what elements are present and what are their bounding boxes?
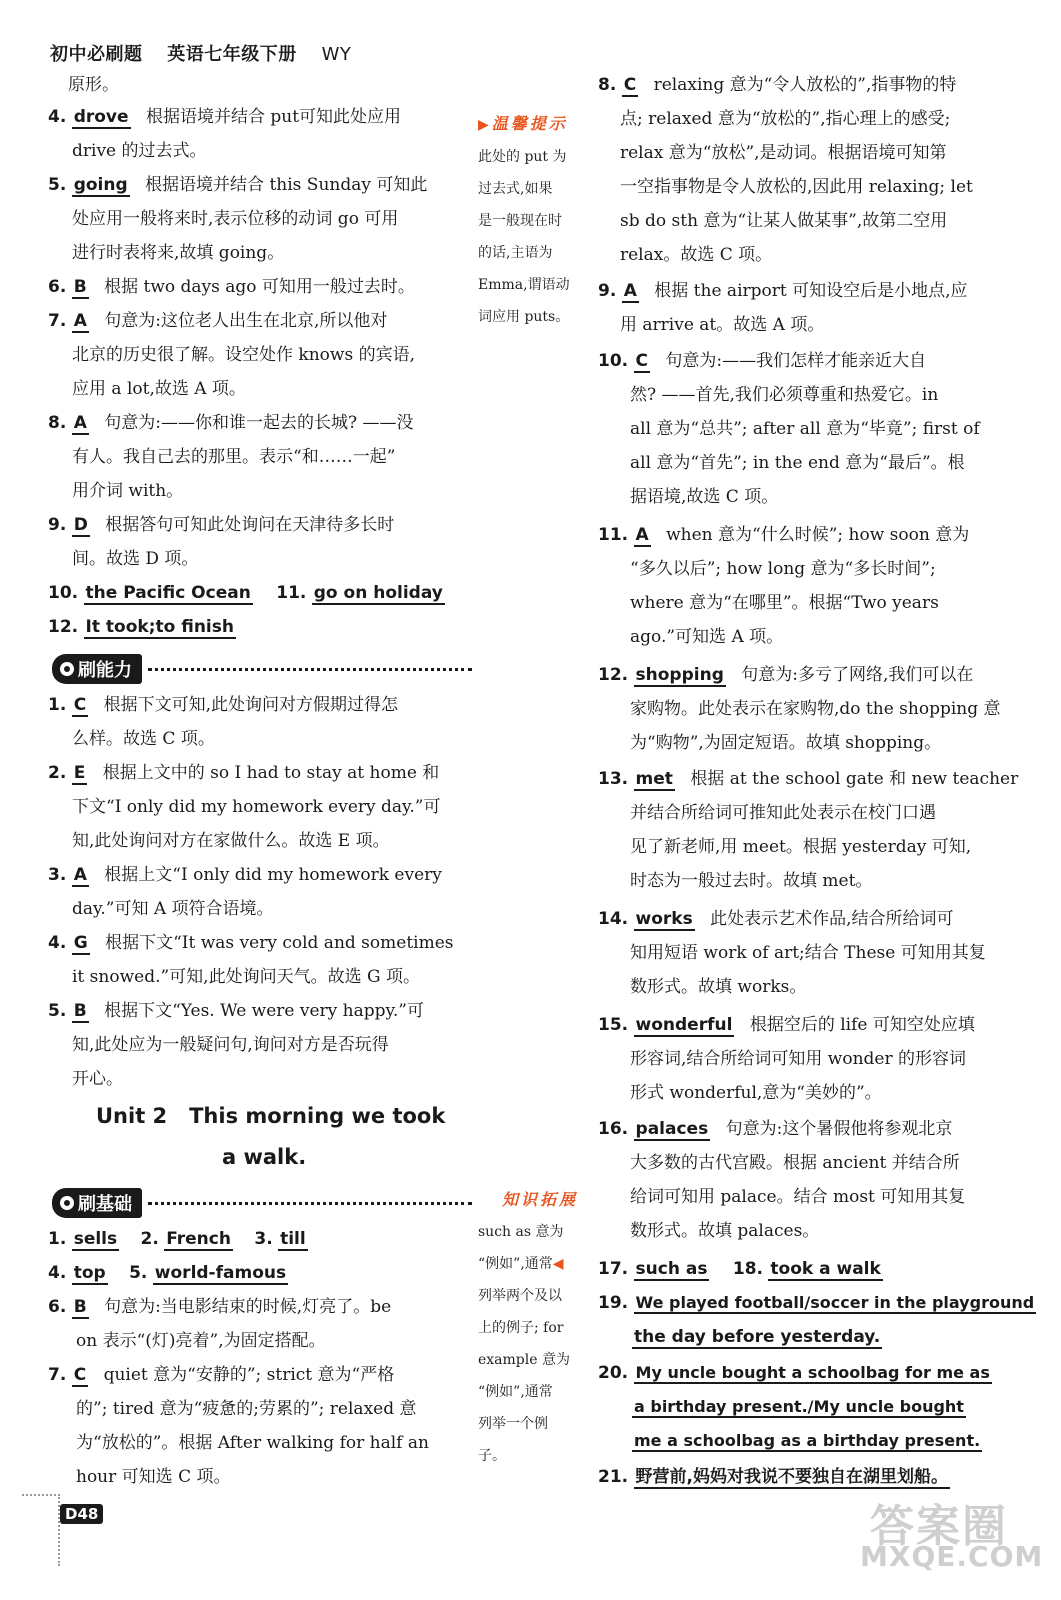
- explanation-line: 一空指事物是令人放松的,因此用 relaxing; let: [620, 177, 973, 197]
- watermark-logo: [860, 1490, 1044, 1580]
- section-header-basics: [52, 1188, 472, 1218]
- tip-line: 上的例子; for: [478, 1320, 564, 1336]
- explanation-line: 处应用一般将来时,表示位移的动词 go 可用: [72, 209, 399, 229]
- explanation-line: all 意为“首先”; in the end 意为“最后”。根: [630, 453, 965, 473]
- watermark-text: 答案圈: [870, 1501, 1008, 1552]
- continuation-text: 原形。: [68, 75, 119, 95]
- tip-line: 列举两个及以: [478, 1288, 562, 1304]
- answer-item-12r: 12. shopping 句意为:多亏了网络,我们可以在: [598, 665, 974, 685]
- watermark-url: MXQE.COM: [860, 1540, 1044, 1573]
- explanation-line: 用 arrive at。故选 A 项。: [620, 315, 825, 335]
- pen-icon: [60, 662, 74, 676]
- answer-item-10-11: 10. the Pacific Ocean 11. go on holiday: [48, 583, 443, 603]
- answer-item-7: 7. A 句意为:这位老人出生在北京,所以他对: [48, 311, 388, 331]
- explanation-line: 知,此处应为一般疑问句,询问对方是否玩得: [72, 1035, 389, 1055]
- explanation-line: 数形式。故填 palaces。: [630, 1221, 820, 1241]
- explanation-line: 的”; tired 意为“疲惫的;劳累的”; relaxed 意: [76, 1399, 417, 1419]
- answer-item-8r: 8. C relaxing 意为“令人放松的”,指事物的特: [598, 75, 957, 95]
- explanation-line: day.”可知 A 项符合语境。: [72, 899, 274, 919]
- answer-item-3: 3. A 根据上文“I only did my homework every: [48, 865, 442, 885]
- tip-line: 词应用 puts。: [478, 309, 570, 325]
- explanation-line: 有人。我自己去的那里。表示“和……一起”: [72, 447, 396, 467]
- explanation-line: 点; relaxed 意为“放松的”,指心理上的感受;: [620, 109, 951, 129]
- answer-item-12: 12. It took;to finish: [48, 617, 234, 637]
- explanation-line: relax。故选 C 项。: [620, 245, 773, 265]
- page-number: D48: [60, 1504, 103, 1524]
- answer-item-7b: 7. C quiet 意为“安静的”; strict 意为“严格: [48, 1365, 395, 1385]
- explanation-line: 用介词 with。: [72, 481, 184, 501]
- answer-item-6: 6. B 根据 two days ago 可知用一般过去时。: [48, 277, 415, 297]
- answer-item-4: 4. drove 根据语境并结合 put可知此处应用: [48, 107, 402, 127]
- explanation-line: drive 的过去式。: [72, 141, 207, 161]
- explanation-line: it snowed.”可知,此处询问天气。故选 G 项。: [72, 967, 420, 987]
- section-badge: 刷能力: [52, 654, 142, 684]
- answer-item-9r: 9. A 根据 the airport 可知设空后是小地点,应: [598, 281, 968, 301]
- explanation-line: 家购物。此处表示在家购物,do the shopping 意: [630, 699, 1001, 719]
- explanation-line: 为“购物”,为固定短语。故填 shopping。: [630, 733, 942, 753]
- tip-line: 是一般现在时: [478, 213, 562, 229]
- edition-label: WY: [321, 44, 352, 65]
- explanation-line: 北京的历史很了解。设空处作 knows 的宾语,: [72, 345, 415, 365]
- explanation-line: 形式 wonderful,意为“美妙的”。: [630, 1083, 882, 1103]
- explanation-line: 么样。故选 C 项。: [72, 729, 215, 749]
- explanation-line: 时态为一般过去时。故填 met。: [630, 871, 873, 891]
- dotted-divider: [148, 1201, 472, 1205]
- answer-item-14r: 14. works 此处表示艺术作品,结合所给词可: [598, 909, 954, 929]
- explanation-line: 知,此处询问对方在家做什么。故选 E 项。: [72, 831, 390, 851]
- answer-item-16r: 16. palaces 句意为:这个暑假他将参观北京: [598, 1119, 953, 1139]
- tip-title: 温馨提示: [491, 114, 568, 133]
- answer-continuation: the day before yesterday.: [634, 1327, 881, 1347]
- unit-title-cont: a walk.: [222, 1145, 307, 1169]
- answer-row-basics-1: 1. sells 2. French 3. till: [48, 1229, 306, 1249]
- explanation-line: 然? ——首先,我们必须尊重和热爱它。in: [630, 385, 939, 405]
- answer-row-basics-2: 4. top 5. world-famous: [48, 1263, 287, 1283]
- answer-item-1: 1. C 根据下文可知,此处询问对方假期过得怎: [48, 695, 398, 715]
- tip-line: such as 意为: [478, 1224, 564, 1240]
- section-badge: 刷基础: [52, 1188, 142, 1218]
- answer-item-13r: 13. met 根据 at the school gate 和 new teacher: [598, 769, 1019, 789]
- answer-continuation: a birthday present./My uncle bought: [634, 1397, 964, 1416]
- tip-line: example 意为: [478, 1352, 570, 1368]
- tip-line: “例如”,通常: [478, 1256, 553, 1272]
- answer-item-11r: 11. A when 意为“什么时候”; how soon 意为: [598, 525, 970, 545]
- answer-item-6b: 6. B 句意为:当电影结束的时候,灯亮了。be: [48, 1297, 392, 1317]
- answer-item-5b: 5. B 根据下文“Yes. We were very happy.”可: [48, 1001, 424, 1021]
- answer-item-9: 9. D 根据答句可知此处询问在天津待多长时: [48, 515, 395, 535]
- explanation-line: 进行时表将来,故填 going。: [72, 243, 285, 263]
- answer-item-19r: 19. We played football/soccer in the playground: [598, 1293, 1035, 1313]
- explanation-line: 间。故选 D 项。: [72, 549, 199, 569]
- page-header: [50, 40, 369, 66]
- unit-title: Unit 2 This morning we took: [96, 1104, 446, 1128]
- tip-title: 知识拓展: [502, 1190, 579, 1209]
- tip-line: 过去式,如果: [478, 181, 553, 197]
- answer-item-20r: 20. My uncle bought a schoolbag for me as: [598, 1363, 990, 1383]
- answer-row-17-18: 17. such as 18. took a walk: [598, 1259, 881, 1279]
- answer-item-10r: 10. C 句意为:——我们怎样才能亲近大自: [598, 351, 927, 371]
- tip-line: Emma,谓语动: [478, 277, 570, 293]
- answer-item-8: 8. A 句意为:——你和谁一起去的长城? ——没: [48, 413, 414, 433]
- answer-item-2: 2. E 根据上文中的 so I had to stay at home 和: [48, 763, 440, 783]
- tip-line: 子。: [478, 1448, 506, 1464]
- answer-item-4b: 4. G 根据下文“It was very cold and sometimes: [48, 933, 454, 953]
- tip-line: 列举一个例: [478, 1416, 548, 1432]
- explanation-line: ago.”可知选 A 项。: [630, 627, 784, 647]
- answer-item-15r: 15. wonderful 根据空后的 life 可知空处应填: [598, 1015, 975, 1035]
- explanation-line: sb do sth 意为“让某人做某事”,故第二空用: [620, 211, 948, 231]
- answer-continuation: me a schoolbag as a birthday present.: [634, 1431, 981, 1450]
- explanation-line: 应用 a lot,故选 A 项。: [72, 379, 246, 399]
- tip-box-reminder: [478, 108, 590, 333]
- subject-title: 英语七年级下册: [167, 44, 297, 65]
- explanation-line: 形容词,结合所给词可知用 wonder 的形容词: [630, 1049, 967, 1069]
- explanation-line: relax 意为“放松”,是动词。根据语境可知第: [620, 143, 947, 163]
- explanation-line: 大多数的古代宫殿。根据 ancient 并结合所: [630, 1153, 960, 1173]
- explanation-line: 开心。: [72, 1069, 123, 1089]
- explanation-line: on 表示“(灯)亮着”,为固定搭配。: [76, 1331, 326, 1351]
- tip-box-knowledge: [478, 1184, 590, 1472]
- page-corner-decoration: [22, 1494, 60, 1566]
- tip-line: “例如”,通常: [478, 1384, 553, 1400]
- explanation-line: “多久以后”; how long 意为“多长时间”;: [630, 559, 936, 579]
- answer-item-5: 5. going 根据语境并结合 this Sunday 可知此: [48, 175, 428, 195]
- dotted-divider: [148, 667, 472, 671]
- explanation-line: 给词可知用 palace。结合 most 可知用其复: [630, 1187, 966, 1207]
- arrow-icon: ◀: [552, 1256, 564, 1272]
- tip-line: 此处的 put 为: [478, 149, 567, 165]
- explanation-line: 为“放松的”。根据 After walking for half an: [76, 1433, 429, 1453]
- tip-line: 的话,主语为: [478, 245, 553, 261]
- explanation-line: all 意为“总共”; after all 意为“毕竟”; first of: [630, 419, 980, 439]
- explanation-line: 下文“I only did my homework every day.”可: [72, 797, 441, 817]
- arrow-icon: ▶: [478, 117, 492, 133]
- explanation-line: 知用短语 work of art;结合 These 可知用其复: [630, 943, 986, 963]
- book-title: 初中必刷题: [50, 44, 143, 65]
- explanation-line: 数形式。故填 works。: [630, 977, 807, 997]
- answer-item-21r: 21. 野营前,妈妈对我说不要独自在湖里划船。: [598, 1467, 948, 1487]
- explanation-line: 并结合所给词可推知此处表示在校门口遇: [630, 803, 936, 823]
- explanation-line: hour 可知选 C 项。: [76, 1467, 231, 1487]
- explanation-line: 见了新老师,用 meet。根据 yesterday 可知,: [630, 837, 972, 857]
- explanation-line: 据语境,故选 C 项。: [630, 487, 779, 507]
- pen-icon: [60, 1196, 74, 1210]
- explanation-line: where 意为“在哪里”。根据“Two years: [630, 593, 939, 613]
- section-header-ability: [52, 654, 472, 684]
